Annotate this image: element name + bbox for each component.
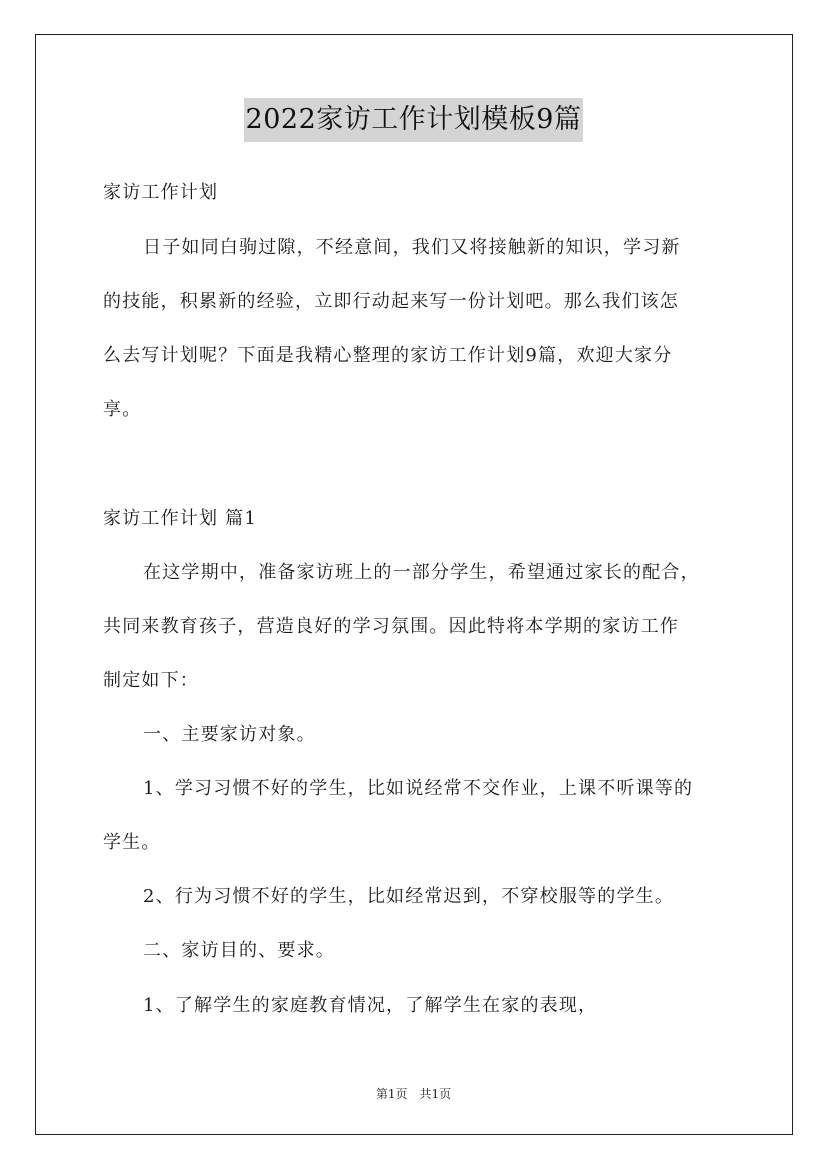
paragraph-line: 么去写计划呢？下面是我精心整理的家访工作计划9篇，欢迎大家分 <box>103 345 673 366</box>
section-heading: 家访工作计划 <box>103 182 219 203</box>
paragraph-line: 2、行为习惯不好的学生，比如经常迟到，不穿校服等的学生。 <box>143 886 675 907</box>
paragraph-line: 享。 <box>103 399 142 420</box>
paragraph-line: 1、学习习惯不好的学生，比如说经常不交作业，上课不听课等的 <box>143 778 694 799</box>
paragraph-line: 学生。 <box>103 832 161 853</box>
paragraph-line: 的技能，积累新的经验，立即行动起来写一份计划吧。那么我们该怎 <box>103 291 679 312</box>
document-title: 2022家访工作计划模板9篇 <box>244 98 584 142</box>
paragraph-line: 日子如同白驹过隙，不经意间，我们又将接触新的知识，学习新 <box>143 237 681 258</box>
paragraph-line: 制定如下： <box>103 670 199 691</box>
page-number: 第1页 共1页 <box>375 1087 452 1101</box>
paragraph-line: 二、家访目的、要求。 <box>143 940 335 961</box>
paragraph-line: 共同来教育孩子，营造良好的学习氛围。因此特将本学期的家访工作 <box>103 616 679 637</box>
title-container <box>0 98 827 142</box>
paragraph-line: 一、主要家访对象。 <box>143 724 316 745</box>
section-heading: 家访工作计划 篇1 <box>103 508 257 529</box>
paragraph-line: 在这学期中，准备家访班上的一部分学生，希望通过家长的配合， <box>143 562 700 583</box>
paragraph-line: 1、了解学生的家庭教育情况，了解学生在家的表现， <box>143 995 598 1016</box>
